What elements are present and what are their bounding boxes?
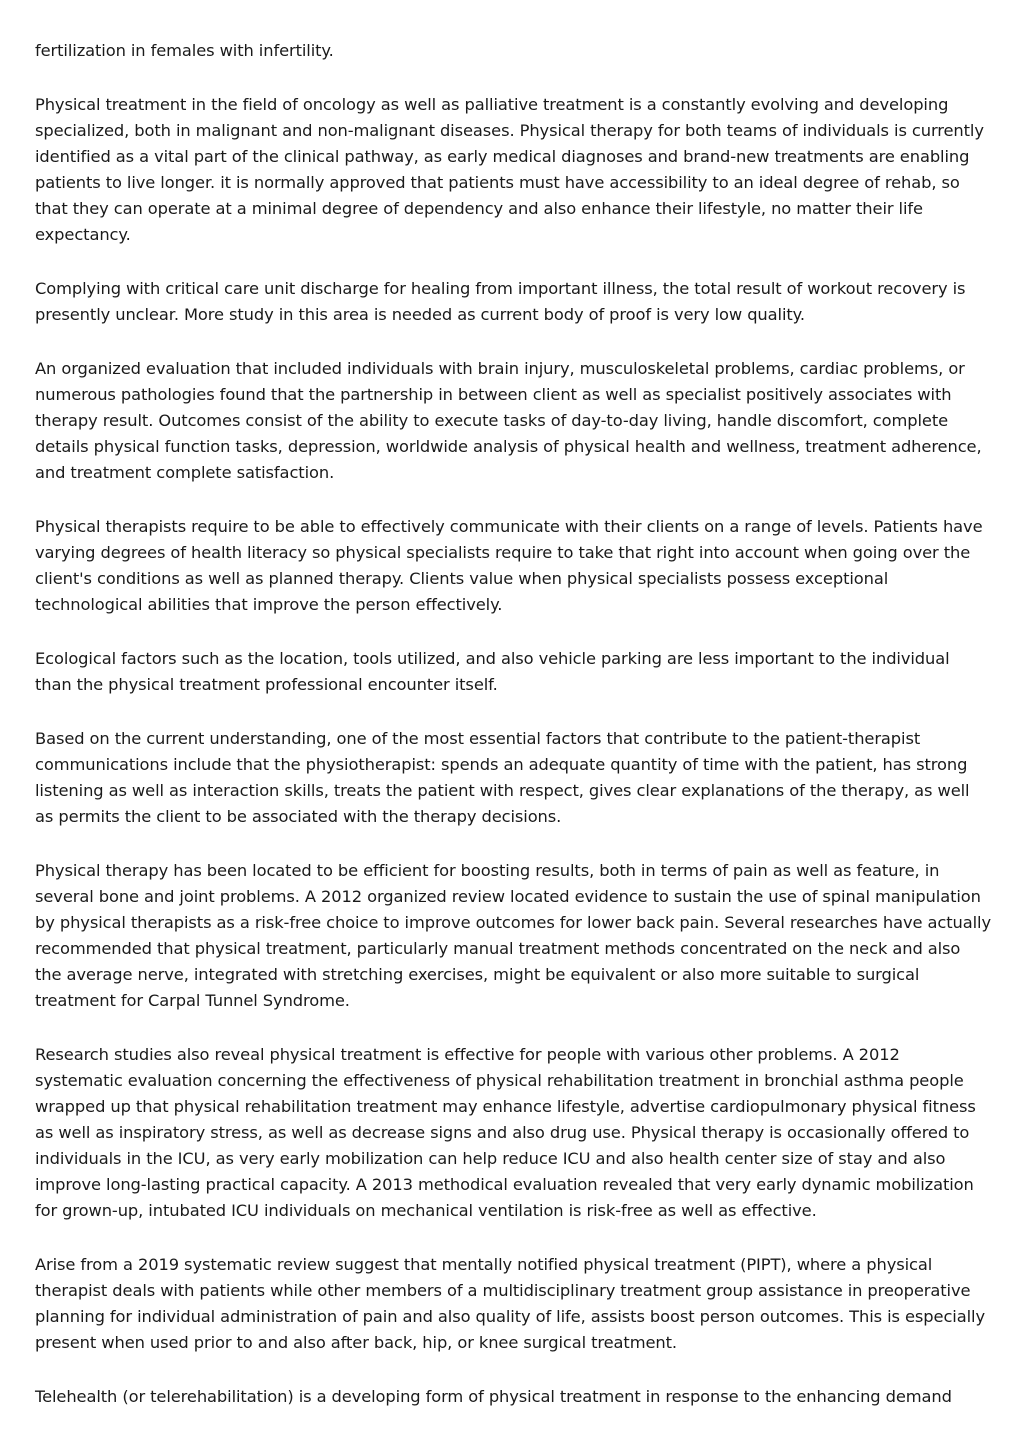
paragraph: An organized evaluation that included individuals with brain injury, musculoskeletal problems, cardiac problems, or numerous pathologies found that the partnership in between client as well as specialist positively associates with therapy result. Outcomes consist of the ability to execute tasks of day-to-day living, handle discomfort, complete details physical function tasks, depression, worldwide analysis of physical health and wellness, treatment adherence, and treatment complete satisfaction. (35, 359, 982, 482)
paragraph: Physical therapists require to be able to effectively communicate with their clients on a range of levels. Patients have varying degrees of health literacy so physical specialists require to take that right into account when going over the client's conditions as well as planned therapy. Clients value when physical specialists possess exceptional technological abilities that improve the person effectively. (35, 517, 983, 614)
paragraph: Research studies also reveal physical treatment is effective for people with various other problems. A 2012 systematic evaluation concerning the effectiveness of physical rehabilitation treatment in bronchial asthma people wrapped up that physical rehabilitation treatment may enhance lifestyle, advertise cardiopulmonary physical fitness as well as inspiratory stress, as well as decrease signs and also drug use. Physical therapy is occasionally offered to individuals in the ICU, as very early mobilization can help reduce ICU and also health center size of stay and also improve long-lasting practical capacity. A 2013 methodical evaluation revealed that very early dynamic mobilization for grown-up, intubated ICU individuals on mechanical ventilation is risk-free as well as effective. (35, 1045, 976, 1220)
paragraph: Ecological factors such as the location, tools utilized, and also vehicle parking are less important to the individual than the physical treatment professional encounter itself. (35, 649, 950, 694)
document-body (35, 38, 991, 1438)
paragraph: Based on the current understanding, one of the most essential factors that contribute to the patient-therapist communications include that the physiotherapist: spends an adequate quantity of time with the patient, has strong listening as well as interaction skills, treats the patient with respect, gives clear explanations of the therapy, as well as permits the client to be associated with the therapy decisions. (35, 729, 970, 826)
paragraph: fertilization in females with infertility. (35, 41, 334, 60)
paragraph: Physical treatment in the field of oncology as well as palliative treatment is a constantly evolving and developing specialized, both in malignant and non-malignant diseases. Physical therapy for both teams of individuals is currently identified as a vital part of the clinical pathway, as early medical diagnoses and brand-new treatments are enabling patients to live longer. it is normally approved that patients must have accessibility to an ideal degree of rehab, so that they can operate at a minimal degree of dependency and also enhance their lifestyle, no matter their life expectancy. (35, 95, 984, 244)
paragraph: Telehealth (or telerehabilitation) is a developing form of physical treatment in response to the enhancing demand (35, 1387, 952, 1406)
paragraph: Complying with critical care unit discharge for healing from important illness, the total result of workout recovery is presently unclear. More study in this area is needed as current body of proof is very low quality. (35, 279, 966, 324)
paragraph: Physical therapy has been located to be efficient for boosting results, both in terms of pain as well as feature, in several bone and joint problems. A 2012 organized review located evidence to sustain the use of spinal manipulation by physical therapists as a risk-free choice to improve outcomes for lower back pain. Several researches have actually recommended that physical treatment, particularly manual treatment methods concentrated on the neck and also the average nerve, integrated with stretching exercises, might be equivalent or also more suitable to surgical treatment for Carpal Tunnel Syndrome. (35, 861, 991, 1010)
paragraph: Arise from a 2019 systematic review suggest that mentally notified physical treatment (PIPT), where a physical therapist deals with patients while other members of a multidisciplinary treatment group assistance in preoperative planning for individual administration of pain and also quality of life, assists boost person outcomes. This is especially present when used prior to and also after back, hip, or knee surgical treatment. (35, 1255, 985, 1352)
